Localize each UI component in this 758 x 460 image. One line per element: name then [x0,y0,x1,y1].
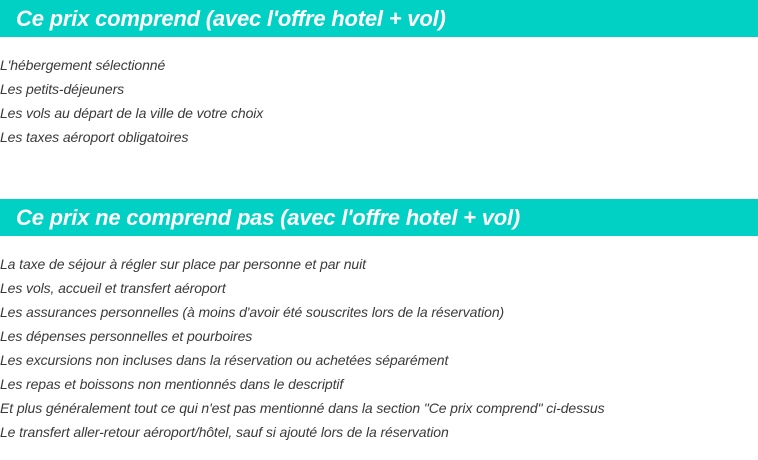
excluded-section-header [0,199,758,236]
list-item: Les taxes aéroport obligatoires [0,129,189,145]
list-item: Le transfert aller-retour aéroport/hôtel, sauf si ajouté lors de la réservation [0,424,449,440]
list-item: Les vols au départ de la ville de votre choix [0,105,264,121]
excluded-section-title: Ce prix ne comprend pas (avec l'offre hotel + vol) [16,204,521,230]
list-item: Les petits-déjeuners [0,81,125,97]
included-section-header [0,0,758,37]
list-item: Les excursions non incluses dans la réservation ou achetées séparément [0,352,449,368]
list-item: Les dépenses personnelles et pourboires [0,328,253,344]
list-item: L'hébergement sélectionné [0,57,166,73]
list-item: Les vols, accueil et transfert aéroport [0,280,226,296]
list-item: Les assurances personnelles (à moins d'avoir été souscrites lors de la réservation) [0,304,505,320]
list-item: Les repas et boissons non mentionnés dans le descriptif [0,376,344,392]
list-item: La taxe de séjour à régler sur place par personne et par nuit [0,256,366,272]
excluded-items-list [0,252,604,444]
included-items-list [0,53,263,149]
list-item: Et plus généralement tout ce qui n'est pas mentionné dans la section "Ce prix comprend" ci-dessus [0,400,605,416]
included-section-title: Ce prix comprend (avec l'offre hotel + vol) [16,5,446,31]
